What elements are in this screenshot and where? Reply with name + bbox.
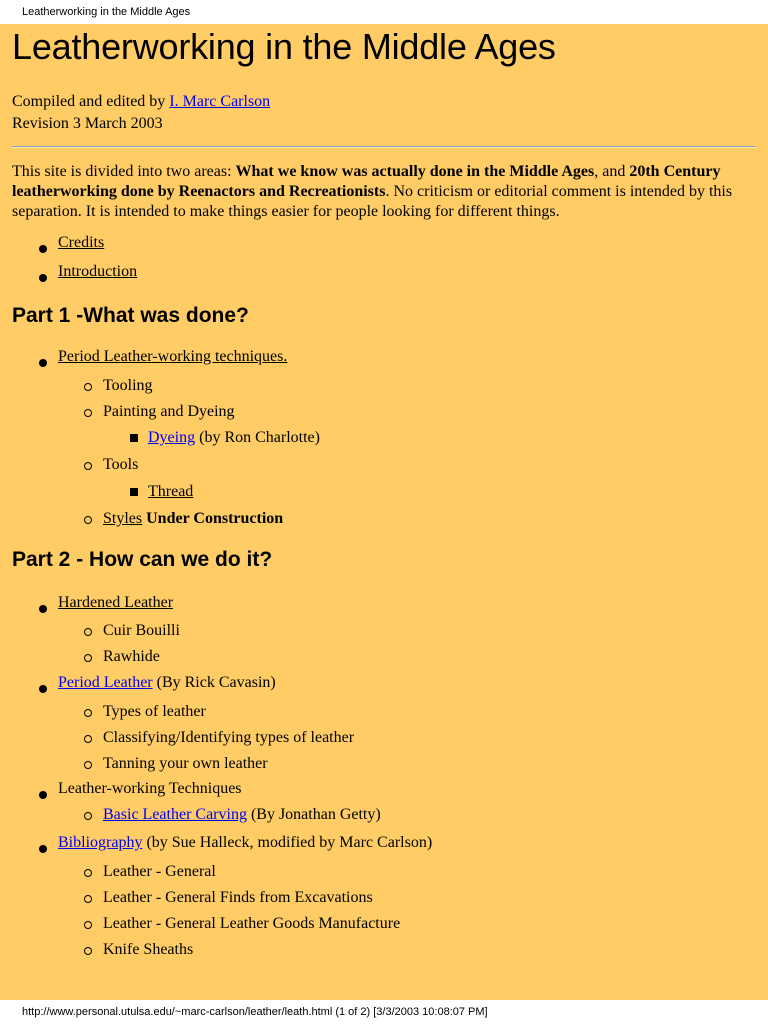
circle-bullet-icon [84, 462, 92, 470]
compiled-prefix: Compiled and edited by [12, 93, 170, 110]
intro-text-2: , and [594, 163, 630, 180]
period-leather-note: (By Rick Cavasin) [152, 674, 276, 691]
circle-bullet-icon [84, 735, 92, 743]
intro-text-3: . No criticism or editorial comment is intended by this separation. It is intended to make things easier for people looking for different things. [12, 183, 733, 220]
circle-bullet-icon [84, 869, 92, 877]
revision-date: Revision 3 March 2003 [12, 115, 163, 132]
list-item-rawhide: Rawhide [103, 648, 160, 665]
dyeing-link[interactable]: Dyeing [148, 429, 196, 446]
intro-bold-1: What we know was actually done in the Middle Ages [235, 163, 595, 180]
credits-link[interactable]: Credits [58, 234, 105, 251]
list-item-tools: Tools [103, 456, 139, 473]
circle-bullet-icon [84, 383, 92, 391]
introduction-link[interactable]: Introduction [58, 263, 138, 280]
horizontal-rule [12, 146, 755, 148]
part2-heading: Part 2 - How can we do it? [12, 548, 273, 571]
list-item-dyeing [148, 428, 320, 448]
circle-bullet-icon [84, 761, 92, 769]
part1-heading: Part 1 -What was done? [12, 304, 249, 327]
bibliography-note: (by Sue Halleck, modified by Marc Carlson) [142, 834, 433, 851]
footer-url-line: http://www.personal.utulsa.edu/~marc-carlson/leather/leath.html (1 of 2) [3/3/2003 10:08:07 PM] [22, 1006, 488, 1018]
bullet-icon [39, 274, 47, 282]
square-bullet-icon [130, 434, 138, 442]
intro-paragraph [12, 162, 760, 222]
circle-bullet-icon [84, 628, 92, 636]
circle-bullet-icon [84, 654, 92, 662]
intro-text-1: This site is divided into two areas: [12, 163, 236, 180]
list-item-finds: Leather - General Finds from Excavations [103, 889, 373, 906]
basic-carving-link[interactable]: Basic Leather Carving [103, 806, 247, 823]
square-bullet-icon [130, 488, 138, 496]
circle-bullet-icon [84, 947, 92, 955]
list-item-styles [103, 509, 283, 529]
list-item-cuir-bouilli: Cuir Bouilli [103, 622, 180, 639]
document-footer-bar [0, 1000, 768, 1024]
circle-bullet-icon [84, 516, 92, 524]
list-item-tooling: Tooling [103, 377, 153, 394]
list-item-bibliography [58, 833, 432, 853]
hardened-leather-link[interactable]: Hardened Leather [58, 594, 174, 611]
list-item-techniques: Leather-working Techniques [58, 780, 242, 797]
list-item-period-leather [58, 673, 276, 693]
bullet-icon [39, 605, 47, 613]
list-item-goods: Leather - General Leather Goods Manufacture [103, 915, 401, 932]
list-item-leather-general: Leather - General [103, 863, 216, 880]
circle-bullet-icon [84, 812, 92, 820]
list-item-knife-sheaths: Knife Sheaths [103, 941, 194, 958]
styles-link[interactable]: Styles [103, 510, 143, 527]
page-content [0, 24, 768, 1000]
bullet-icon [39, 791, 47, 799]
circle-bullet-icon [84, 709, 92, 717]
under-construction-label: Under Construction [142, 510, 284, 527]
author-link[interactable]: I. Marc Carlson [169, 93, 271, 110]
circle-bullet-icon [84, 895, 92, 903]
circle-bullet-icon [84, 921, 92, 929]
page-meta [12, 91, 270, 135]
document-header-bar [0, 0, 768, 24]
bullet-icon [39, 845, 47, 853]
period-techniques-link[interactable]: Period Leather-working techniques. [58, 348, 288, 365]
list-item-types: Types of leather [103, 703, 206, 720]
bibliography-link[interactable]: Bibliography [58, 834, 143, 851]
list-item-classifying: Classifying/Identifying types of leather [103, 729, 355, 746]
list-item-carving [103, 805, 381, 825]
intro-bold-2: 20th Century leatherworking done by Reenactors and Recreationists [12, 163, 721, 200]
bullet-icon [39, 245, 47, 253]
dyeing-note: (by Ron Charlotte) [195, 429, 320, 446]
carving-note: (By Jonathan Getty) [246, 806, 381, 823]
bullet-icon [39, 685, 47, 693]
circle-bullet-icon [84, 409, 92, 417]
list-item-tanning: Tanning your own leather [103, 755, 268, 772]
thread-link[interactable]: Thread [148, 483, 194, 500]
list-item-painting: Painting and Dyeing [103, 403, 235, 420]
period-leather-link[interactable]: Period Leather [58, 674, 153, 691]
compiled-line [12, 91, 270, 113]
document-title-header: Leatherworking in the Middle Ages [22, 6, 191, 18]
page-title: Leatherworking in the Middle Ages [12, 26, 556, 67]
bullet-icon [39, 359, 47, 367]
